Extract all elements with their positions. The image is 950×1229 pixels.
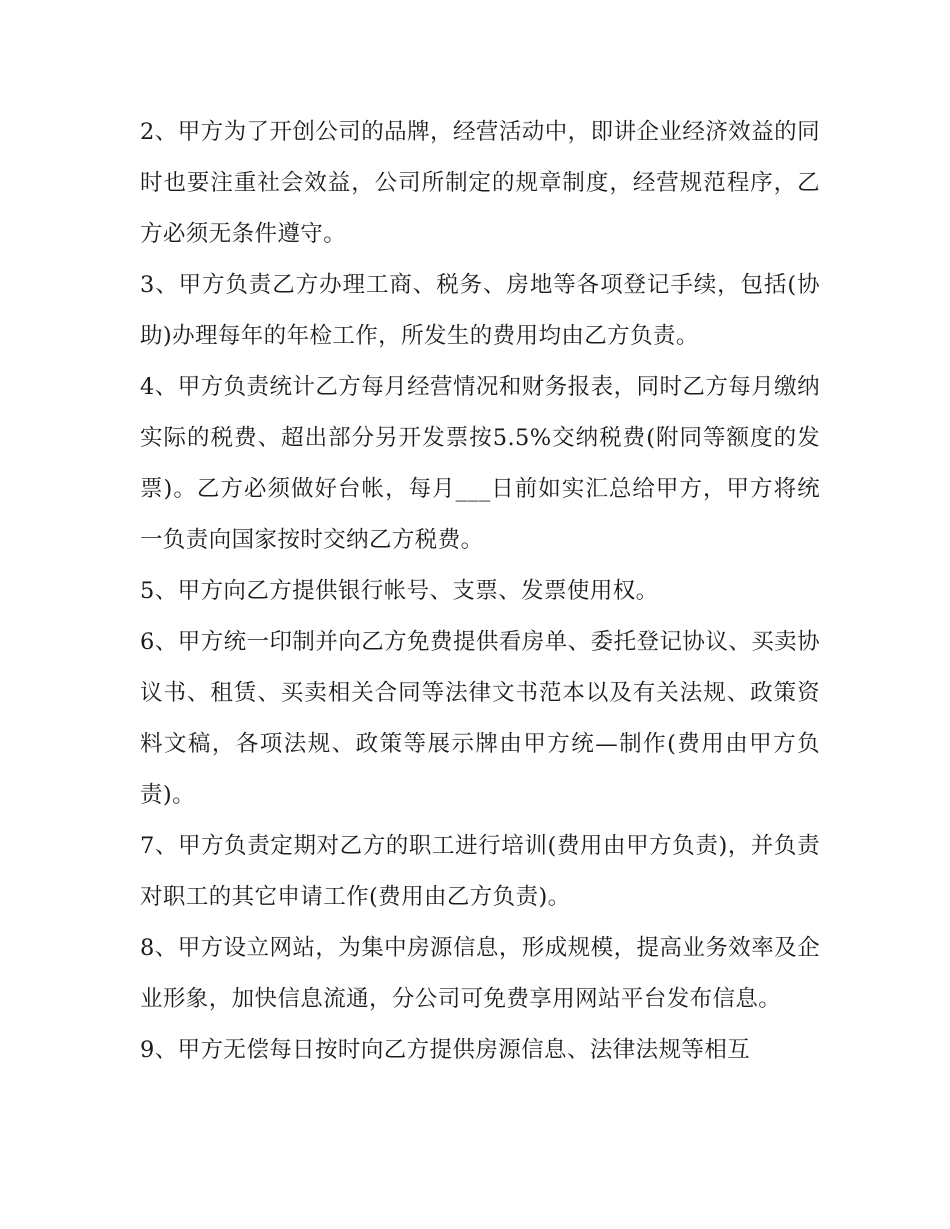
clause-4: 4、甲方负责统计乙方每月经营情况和财务报表，同时乙方每月缴纳实际的税费、超出部分另开发票按5.5%交纳税费(附同等额度的发票)。乙方必须做好台帐，每月___日前如实汇总给甲方，甲方将统一负责向国家按时交纳乙方税费。 [140, 374, 820, 553]
clause-2: 2、甲方为了开创公司的品牌，经营活动中，即讲企业经济效益的同时也要注重社会效益，公司所制定的规章制度，经营规范程序，乙方必须无条件遵守。 [140, 119, 820, 247]
clause-5: 5、甲方向乙方提供银行帐号、支票、发票使用权。 [140, 578, 659, 604]
document-page [140, 107, 820, 1076]
clause-3: 3、甲方负责乙方办理工商、税务、房地等各项登记手续，包括(协助)办理每年的年检工作，所发生的费用均由乙方负责。 [140, 272, 820, 349]
clause-9: 9、甲方无偿每日按时向乙方提供房源信息、法律法规等相互 [140, 1037, 751, 1063]
clause-6: 6、甲方统一印制并向乙方免费提供看房单、委托登记协议、买卖协议书、租赁、买卖相关合同等法律文书范本以及有关法规、政策资料文稿，各项法规、政策等展示牌由甲方统—制作(费用由甲方负责)。 [140, 629, 820, 808]
clause-8: 8、甲方设立网站，为集中房源信息，形成规模，提高业务效率及企业形象，加快信息流通，分公司可免费享用网站平台发布信息。 [140, 935, 820, 1012]
clause-7: 7、甲方负责定期对乙方的职工进行培训(费用由甲方负责)，并负责对职工的其它申请工作(费用由乙方负责)。 [140, 833, 820, 910]
